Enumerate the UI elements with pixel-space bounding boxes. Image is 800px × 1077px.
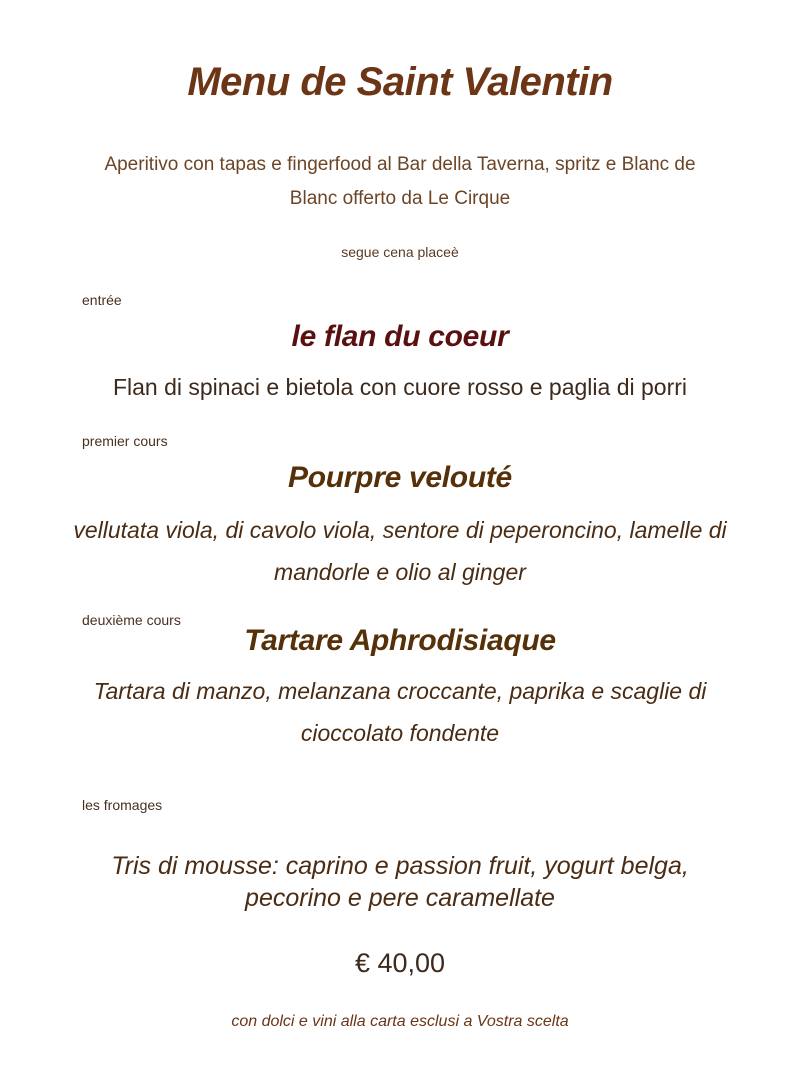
course-label-deuxieme: deuxième cours [82, 612, 181, 628]
dish-title-entree: le flan du coeur [291, 320, 509, 353]
course-label-entree: entrée [82, 292, 122, 308]
dish-description-deuxieme: Tartara di manzo, melanzana croccante, paprika e scaglie di cioccolato fondente [93, 678, 707, 746]
dish-description-premier: vellutata viola, di cavolo viola, sentore di peperoncino, lamelle di mandorle e olio al ginger [73, 517, 727, 585]
aperitivo-intro: Aperitivo con tapas e fingerfood al Bar della Taverna, spritz e Blanc de Blanc offerto da Le Cirque [104, 154, 696, 209]
footer-note: con dolci e vini alla carta esclusi a Vostra scelta [231, 1013, 569, 1030]
dinner-follows-note: segue cena placeè [341, 244, 459, 260]
menu-price: € 40,00 [354, 948, 446, 978]
dish-title-premier: Pourpre velouté [288, 461, 512, 494]
dish-description-fromages: Tris di mousse: caprino e passion fruit, yogurt belga, pecorino e pere caramellate [111, 852, 689, 912]
course-label-fromages: les fromages [82, 797, 163, 813]
course-label-premier: premier cours [82, 433, 168, 449]
dish-title-deuxieme: Tartare Aphrodisiaque [244, 624, 556, 657]
dish-description-entree: Flan di spinaci e bietola con cuore rosso e paglia di porri [112, 374, 688, 400]
menu-title: Menu de Saint Valentin [187, 60, 613, 104]
